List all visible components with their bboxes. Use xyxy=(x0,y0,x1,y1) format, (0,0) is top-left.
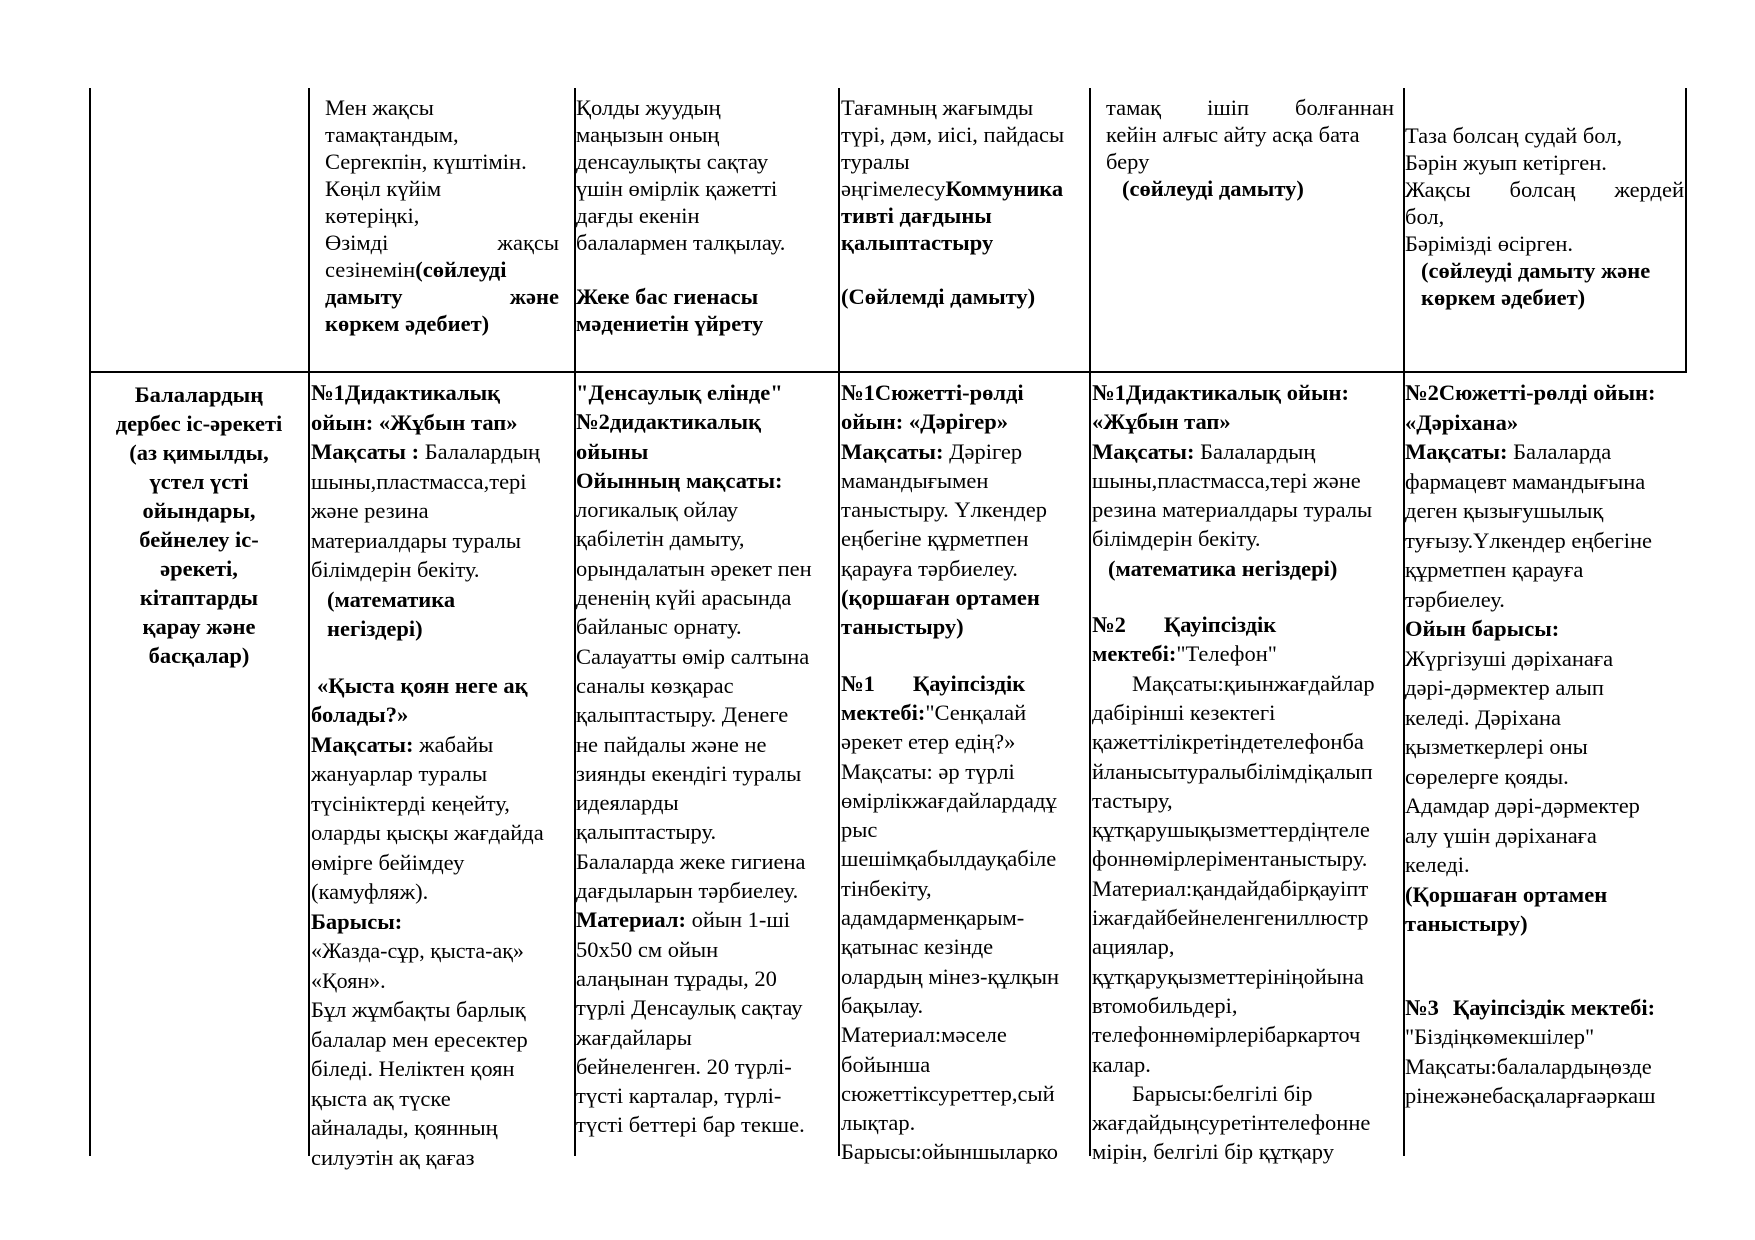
row-label-line: бейнелеу іс- xyxy=(139,527,259,552)
text-line: деген қызығушылық xyxy=(1405,498,1604,523)
text-line-bold: Жеке бас гиенасы xyxy=(576,284,759,309)
text-line: сөрелерге қояды. xyxy=(1405,763,1569,789)
text-line: бойынша xyxy=(841,1051,931,1077)
game-title xyxy=(1092,610,1402,639)
row1-col5-cell xyxy=(1405,122,1684,311)
goal-label: Мақсаты: xyxy=(1405,439,1508,464)
text-line: Барысы:ойыншыларко xyxy=(841,1139,1059,1165)
text-line: келеді. xyxy=(1405,852,1470,877)
row1-col3-cell xyxy=(841,94,1087,310)
row1-col4-cell xyxy=(1106,94,1394,202)
text-line: Жүргізуші дәріханаға xyxy=(1405,645,1614,671)
row-label-line: басқалар) xyxy=(148,643,250,668)
text-line: фармацевт мамандығына xyxy=(1405,468,1646,494)
text-line-bold: қалыптастыру xyxy=(841,230,994,255)
process-label: Барысы: xyxy=(311,908,403,934)
text-line: дағдыларын тәрбиелеу. xyxy=(576,878,799,904)
table-border-col4 xyxy=(1089,88,1091,1156)
row2-col1-cell xyxy=(311,378,573,1172)
text-line: және резина xyxy=(311,498,429,523)
text-line: алаңынан тұрады, 20 xyxy=(576,965,777,991)
title-text: мектебі: xyxy=(1092,641,1177,667)
material-label: Материал: xyxy=(576,907,686,933)
subject-note: таныстыру) xyxy=(1405,911,1528,936)
game-title: ойыны xyxy=(576,438,649,464)
text-line: (камуфляж). xyxy=(311,879,429,904)
row2-label-cell xyxy=(92,380,306,670)
process-label: Ойын барысы: xyxy=(1405,616,1560,641)
game-title: ойын: «Дәрігер» xyxy=(841,409,1009,435)
subject-note: (математика негіздері) xyxy=(1108,555,1338,581)
game-title xyxy=(1405,993,1705,1023)
text-line-bold: көркем әдебиет) xyxy=(1421,285,1586,310)
text-line: біледі. Неліктен қоян xyxy=(311,1056,515,1081)
text-line: тамақтандым, xyxy=(325,122,459,147)
text-line: Сергекпін, күштімін. xyxy=(325,149,527,174)
text-line xyxy=(1092,639,1402,668)
text-line: Бәрімізді өсірген. xyxy=(1405,231,1574,256)
text-line: көтеріңкі, xyxy=(325,203,420,228)
subject-note: (Қоршаған ортамен xyxy=(1405,881,1608,907)
text-line: Жақсы болсаң жердей xyxy=(1405,177,1684,202)
game-title: "Денсаулық елінде" xyxy=(576,380,783,405)
text-span: Балаларда xyxy=(1507,439,1612,464)
text-line-bold: тивті дағдыны xyxy=(841,203,992,228)
text-line: логикалық ойлау xyxy=(576,497,739,523)
text-line: құтқарушықызметтердіңтеле xyxy=(1092,817,1370,843)
row-label-line: ойындары, xyxy=(142,498,256,523)
table-border-left xyxy=(89,88,91,1156)
game-title: №1Дидактикалық xyxy=(311,380,501,405)
title-text: мектебі: xyxy=(841,699,926,725)
row-label-line: Балалардың xyxy=(134,382,264,407)
text-line: Көңіл күйім xyxy=(325,176,442,201)
text-line-bold: (сөйлеуді дамыту) xyxy=(1122,176,1304,201)
text-line: түсті карталар, түрлі- xyxy=(576,1083,782,1109)
text-line: еңбегіне құрметпен xyxy=(841,526,1029,552)
text-line xyxy=(841,175,1087,202)
row-label-line: әрекеті, xyxy=(160,556,238,581)
text-line: калар. xyxy=(1092,1051,1151,1077)
game-title: №1Сюжетті-рөлді xyxy=(841,380,1024,405)
text-line: Мақсаты:қиынжағдайлар xyxy=(1132,670,1375,696)
game-title: «Қыста қоян неге ақ xyxy=(317,672,528,698)
text-line: Материал:мәселе xyxy=(841,1022,1007,1048)
text-line: адамдарменқарым- xyxy=(841,905,1025,931)
subject-note: негіздері) xyxy=(327,616,423,641)
text-line: шыны,пластмасса,тері және xyxy=(1092,467,1361,493)
table-border-col1 xyxy=(308,88,310,1156)
text-line: Қолды жуудың xyxy=(576,95,721,120)
text-span: әңгімелесу xyxy=(841,176,946,201)
text-line: жағдайдыңсуретінтелефонне xyxy=(1092,1110,1371,1136)
goal-label: Мақсаты : xyxy=(311,439,420,464)
text-line: Өзімді жақсы xyxy=(325,230,559,255)
text-line: түрлі Денсаулық сақтау xyxy=(576,995,803,1021)
text-line: бейнеленген. 20 түрлі- xyxy=(576,1053,792,1079)
text-line xyxy=(841,698,1088,727)
table-border-col3 xyxy=(838,88,840,1156)
text-line: Таза болсаң судай бол, xyxy=(1405,123,1623,148)
text-line: дабіріншi кезектегі xyxy=(1092,699,1276,725)
text-line: «Қоян». xyxy=(311,967,386,993)
game-title: №2Сюжетті-рөлді ойын: xyxy=(1405,380,1656,405)
text-line-bold: (сөйлеуді дамыту және xyxy=(1421,258,1651,283)
game-title: болады?» xyxy=(311,702,409,727)
game-title: «Жұбын тап» xyxy=(1092,409,1231,435)
text-line: қызметкерлері оны xyxy=(1405,734,1588,759)
text-line: қалыптастыру. xyxy=(576,819,717,845)
title-quote: "Сенқалай xyxy=(925,699,1027,725)
text-line: мірін, белгілі бір құтқару xyxy=(1092,1139,1334,1165)
text-line: қабілетін дамыту, xyxy=(576,526,745,552)
text-line: үшін өмірлік қажетті xyxy=(576,176,778,201)
title-number: №2 xyxy=(1092,612,1126,638)
game-title: №2дидактикалық xyxy=(576,409,762,435)
text-line: Мақсаты:балалардыңөзде xyxy=(1405,1053,1652,1079)
title-number: №3 xyxy=(1405,994,1439,1020)
text-line: Тағамның жағымды xyxy=(841,95,1034,120)
text-line: түрі, дәм, иісі, пайдасы xyxy=(841,122,1065,147)
title-text: Қауіпсіздік xyxy=(912,670,1026,696)
text-line: маңызын оның xyxy=(576,122,720,147)
goal-label: Мақсаты: xyxy=(311,731,414,757)
title-quote: "Біздіңкөмекшілер" xyxy=(1405,1024,1595,1049)
text-line: Бәрін жуып кетірген. xyxy=(1405,150,1607,175)
subject-note: таныстыру) xyxy=(841,614,964,640)
text-line: шешімқабылдауқабіле xyxy=(841,846,1057,872)
text-line: шыны,пластмасса,тері xyxy=(311,468,527,494)
text-span: жабайы xyxy=(413,731,494,757)
text-line: Бұл жұмбақты барлық xyxy=(311,997,526,1022)
row2-col2-cell xyxy=(576,378,837,1140)
row-label-line: дербес іс-әрекеті xyxy=(115,411,283,436)
text-line: келеді. Дәріхана xyxy=(1405,704,1562,730)
goal-label: Мақсаты: xyxy=(841,438,944,464)
text-line: бақылау. xyxy=(841,992,924,1018)
row-label-line: (аз қимылды, xyxy=(129,440,269,465)
game-title: ойын: «Жұбын тап» xyxy=(311,409,518,435)
text-line: тамақ ішіп болғаннан xyxy=(1106,95,1394,120)
text-line: 50х50 см ойын xyxy=(576,936,719,962)
title-number: №1 xyxy=(841,670,875,696)
text-line-bold: дамыту және xyxy=(325,284,559,309)
text-line xyxy=(576,905,837,934)
text-line: йланысытуралыбілімдіқалып xyxy=(1092,758,1373,784)
text-line: дененің күйі арасында xyxy=(576,585,792,611)
text-line: дағды екенін xyxy=(576,203,700,228)
text-line: кейін алғыс айту асқа бата xyxy=(1106,122,1360,147)
text-line xyxy=(841,437,1088,466)
text-span: Балалардың xyxy=(419,439,541,464)
text-line: мамандығымен xyxy=(841,467,989,493)
text-line: денсаулықты сақтау xyxy=(576,149,769,174)
text-line: туғызу.Үлкендер еңбегіне xyxy=(1405,527,1653,553)
text-line: беру xyxy=(1106,149,1150,174)
text-line: Балаларда жеке гигиена xyxy=(576,848,806,874)
title-text: Қауіпсіздік мектебі: xyxy=(1452,994,1656,1020)
text-line: материалдары туралы xyxy=(311,527,522,553)
text-line: рыс xyxy=(841,817,878,843)
goal-label: Ойынның мақсаты: xyxy=(576,467,783,493)
text-line: байланыс орнату. xyxy=(576,614,742,640)
text-line: таныстыру. Үлкендер xyxy=(841,497,1047,523)
title-quote: "Телефон" xyxy=(1176,641,1277,667)
game-title: «Дәріхана» xyxy=(1405,409,1519,435)
row2-col3-cell xyxy=(841,378,1088,1167)
row-label-line: үстел үсті xyxy=(149,469,249,494)
text-line-bold: көркем әдебиет) xyxy=(325,311,490,336)
text-line xyxy=(311,730,573,760)
row2-col5-cell xyxy=(1405,378,1705,1111)
row-label-line: қарау және xyxy=(142,614,256,639)
text-line-bold: мәдениетін үйрету xyxy=(576,311,764,336)
text-line: резина материалдары туралы xyxy=(1092,497,1373,523)
text-line: тастыру, xyxy=(1092,787,1173,813)
text-line: балалар мен ересектер xyxy=(311,1026,528,1052)
text-line: әрекет етер едің?» xyxy=(841,729,1016,755)
row1-col1-cell xyxy=(325,94,559,337)
text-line: идеяларды xyxy=(576,790,679,816)
text-line: тәрбиелеу. xyxy=(1405,586,1505,612)
text-line: құрметпен қарауға xyxy=(1405,557,1584,582)
game-title: №1Дидактикалық ойын: xyxy=(1092,380,1350,405)
text-line: дәрі-дәрмектер алып xyxy=(1405,675,1604,700)
text-line: бол, xyxy=(1405,204,1445,229)
text-line: қыста ақ түске xyxy=(311,1085,451,1111)
text-line: іжағдайбейнеленгениллюстр xyxy=(1092,905,1369,931)
text-line: Адамдар дәрі-дәрмектер xyxy=(1405,793,1640,818)
text-line: оларды қысқы жағдайда xyxy=(311,820,544,845)
text-line: жағдайлары xyxy=(576,1024,692,1050)
text-line-bold: (Сөйлемді дамыту) xyxy=(841,284,1036,309)
text-line: орындалатын әрекет пен xyxy=(576,555,812,581)
table-border-right xyxy=(1685,88,1687,373)
text-line: зиянды екендігі туралы xyxy=(576,760,802,786)
text-line: Мен жақсы xyxy=(325,95,434,120)
text-line: Барысы:белгілі бір xyxy=(1132,1080,1313,1106)
text-line: не пайдалы және не xyxy=(576,731,767,757)
text-line xyxy=(325,256,559,283)
subject-note: (математика xyxy=(327,586,456,612)
text-line: ациялар, xyxy=(1092,934,1175,960)
text-line: алу үшін дәріханаға xyxy=(1405,822,1597,848)
text-line: тінбекіту, xyxy=(841,875,932,901)
text-line: сюжеттіксуреттер,сый xyxy=(841,1080,1055,1106)
text-line: рінежәнебасқаларғаәркаш xyxy=(1405,1083,1656,1108)
text-line: қалыптастыру. Денеге xyxy=(576,702,789,728)
goal-label: Мақсаты: xyxy=(1092,438,1195,464)
text-line: балалармен талқылау. xyxy=(576,230,786,255)
text-line: жануарлар туралы xyxy=(311,761,488,786)
text-line: «Жазда-сұр, қыста-ақ» xyxy=(311,938,524,963)
text-line: құтқаруқызметтерініңойына xyxy=(1092,963,1364,989)
title-text: Қауіпсіздік xyxy=(1163,612,1277,638)
row2-col4-cell xyxy=(1092,378,1402,1167)
text-span: Балалардың xyxy=(1194,438,1316,464)
subject-note: (қоршаған ортамен xyxy=(841,585,1040,611)
text-line: білімдерін бекіту. xyxy=(311,557,480,582)
text-line: білімдерін бекіту. xyxy=(1092,526,1261,552)
text-line: втомобильдері, xyxy=(1092,992,1238,1018)
text-line: фоннөмірлеріментаныстыру. xyxy=(1092,846,1368,872)
text-line: өмірге бейімдеу xyxy=(311,849,465,875)
text-line xyxy=(1092,437,1402,466)
row1-col2-cell xyxy=(576,94,836,337)
text-line: лықтар. xyxy=(841,1110,916,1136)
table-row-divider xyxy=(89,371,1687,373)
text-line: Мақсаты: әр түрлі xyxy=(841,758,1015,784)
text-line: өмірлікжағдайлардадұ xyxy=(841,787,1057,813)
text-line: саналы көзқарас xyxy=(576,672,734,698)
text-span: ойын 1-ші xyxy=(685,907,791,933)
text-line: қажеттілікретіндетелефонба xyxy=(1092,729,1364,755)
row-label-line: кітаптарды xyxy=(139,585,259,610)
text-line: айналады, қоянның xyxy=(311,1115,498,1140)
text-line: қарауға тәрбиелеу. xyxy=(841,555,1018,581)
text-span: Дәрігер xyxy=(943,438,1023,464)
text-line xyxy=(311,437,573,467)
text-span-bold: (сөйлеуді xyxy=(415,257,507,282)
text-span: сезінемін xyxy=(325,257,416,282)
text-line: Салауатты өмір салтына xyxy=(576,643,810,669)
text-line: түсініктерді кеңейту, xyxy=(311,790,510,816)
text-line: силуэтін ақ қағаз xyxy=(311,1144,475,1170)
text-line: туралы xyxy=(841,149,910,174)
text-span-bold: Коммуника xyxy=(945,176,1064,201)
text-line: қатынас кезінде xyxy=(841,934,994,960)
text-line: олардың мінез-құлқын xyxy=(841,963,1060,989)
game-title xyxy=(841,669,1088,698)
text-line xyxy=(1405,437,1705,467)
text-line: түсті беттері бар текше. xyxy=(576,1112,805,1138)
text-line: Материал:қандайдабірқауіпт xyxy=(1092,875,1369,901)
text-line: телефоннөмірлерібаркарточ xyxy=(1092,1022,1361,1048)
